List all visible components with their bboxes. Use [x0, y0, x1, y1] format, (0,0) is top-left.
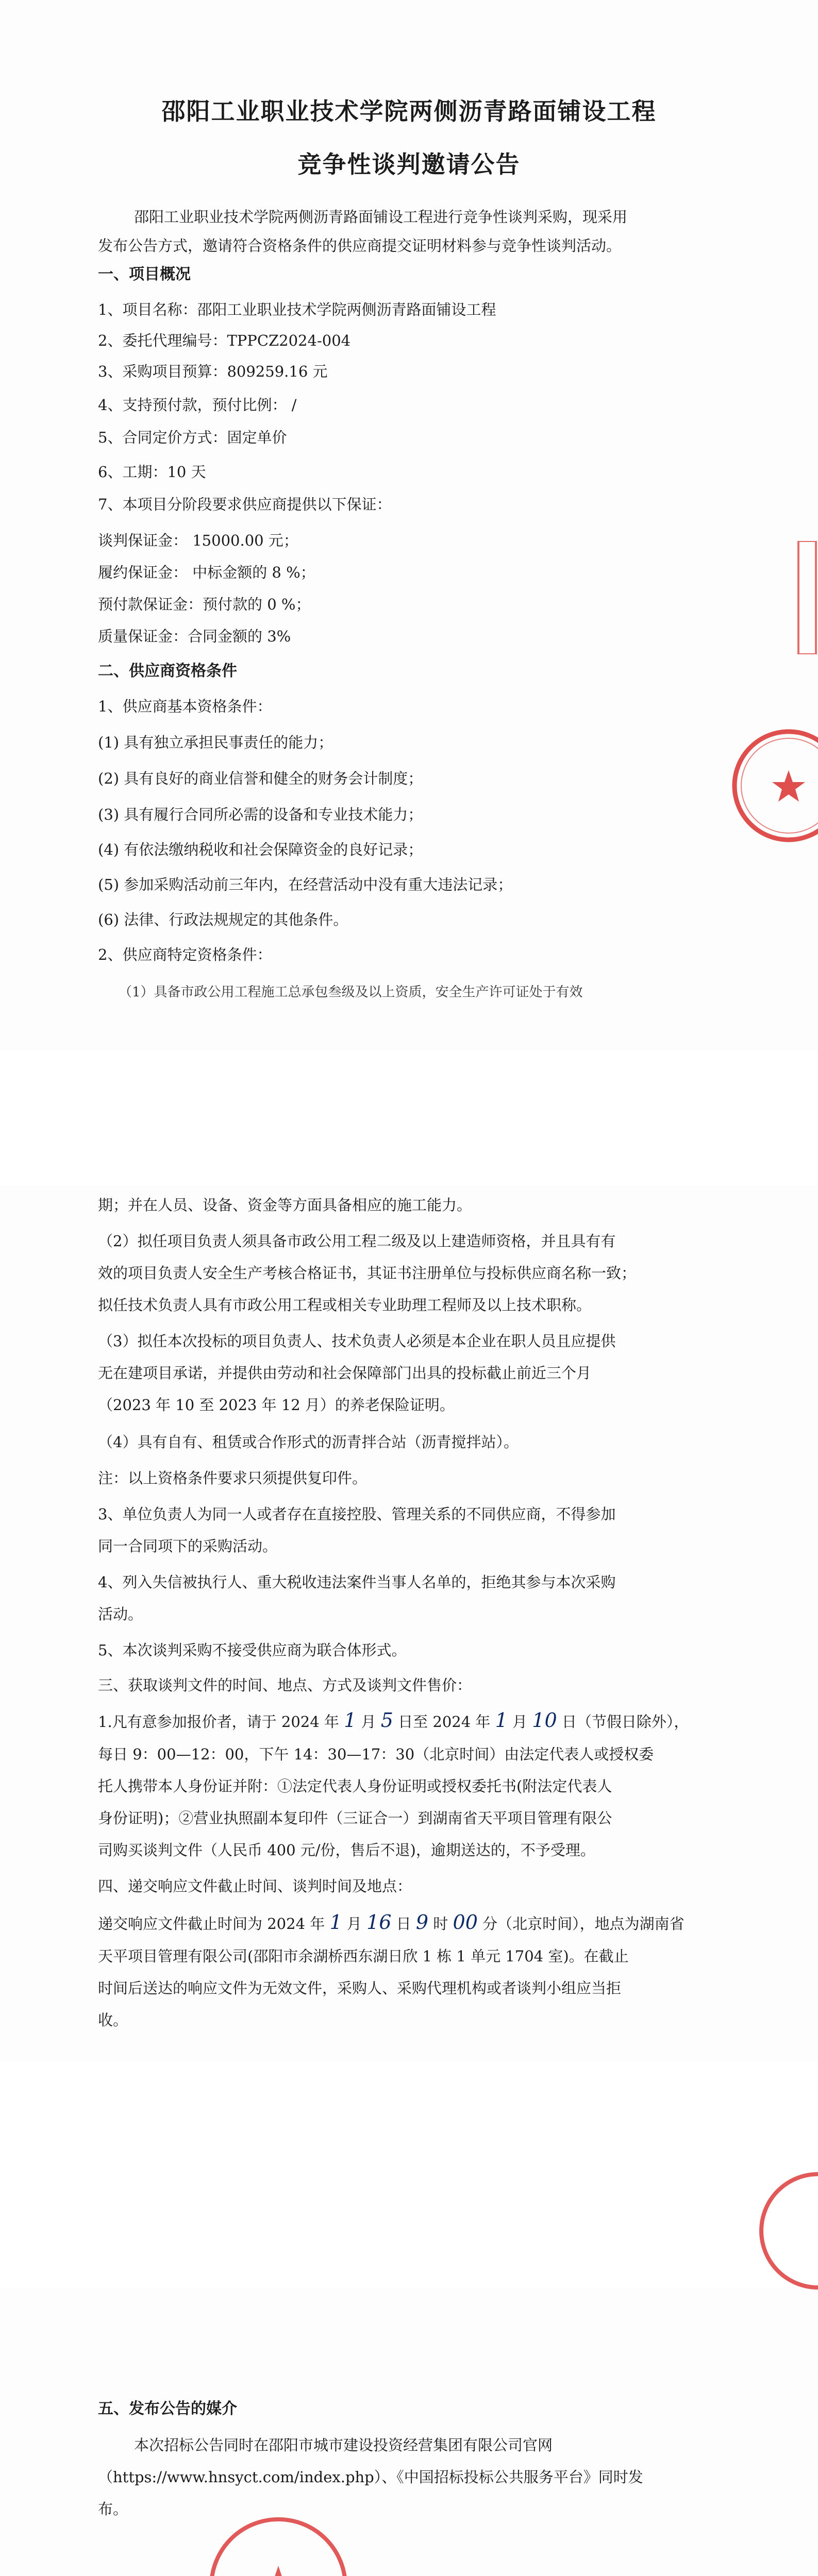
guarantee-performance: 履约保证金： 中标金额的 8 %； [98, 564, 315, 581]
handwritten-minute: 00 [453, 1911, 478, 1934]
intro-line-1: 邵阳工业职业技术学院两侧沥青路面铺设工程进行竞争性谈判采购，现采用 [134, 208, 628, 226]
basic-qualification-heading: 1、供应商基本资格条件： [98, 698, 272, 715]
media-line: （https://www.hnsyct.com/index.php）、《中国招标投标公共服务平台》同时发 [98, 2468, 643, 2486]
text-segment: 月 [342, 1915, 367, 1933]
point-5: 5、本次谈判采购不接受供应商为联合体形式。 [98, 1641, 407, 1659]
point-3-line: 3、单位负责人为同一人或者存在直接控股、管理关系的不同供应商，不得参加 [98, 1505, 616, 1523]
deadline-line: 天平项目管理有限公司(邵阳市余湖桥西东湖日欣 1 栋 1 单元 1704 室)。在截止 [98, 1947, 629, 1965]
purchase-time-line: 司购买谈判文件（人民币 400 元/份，售后不退)，逾期送达的，不予受理。 [98, 1841, 595, 1859]
text-segment: 分（北京时间），地点为湖南省 [477, 1915, 685, 1933]
section1-item: 3、采购项目预算：809259.16 元 [98, 363, 328, 380]
purchase-time-line: 身份证明)；②营业执照副本复印件（三证合一）到湖南省天平项目管理有限公 [98, 1809, 612, 1827]
handwritten-day: 5 [380, 1709, 393, 1732]
section5-heading: 五、发布公告的媒介 [98, 2400, 237, 2418]
basic-qualification-item: (5) 参加采购活动前三年内，在经营活动中没有重大违法记录； [98, 876, 513, 893]
basic-qualification-item: (4) 有依法缴纳税收和社会保障资金的良好记录； [98, 841, 423, 858]
official-seal-2 [201, 2509, 356, 2576]
specific-qualification-item-1: （1）具备市政公用工程施工总承包叁级及以上资质，安全生产许可证处于有效 [119, 985, 583, 1000]
text-segment: 日（节假日除外）， [557, 1713, 689, 1731]
qualification-item-3-line: 无在建项目承诺，并提供由劳动和社会保障部门出具的投标截止前近三个月 [98, 1364, 592, 1382]
page-stamp-edge-1 [796, 541, 818, 654]
document-title-line-2: 竞争性谈判邀请公告 [297, 150, 521, 178]
text-segment: 日 [391, 1915, 416, 1933]
qualification-item-2-line: 效的项目负责人安全生产考核合格证书，其证书注册单位与投标供应商名称一致； [98, 1264, 637, 1282]
section1-item: 2、委托代理编号：TPPCZ2024-004 [98, 332, 351, 349]
qualification-item-3-line: （2023 年 10 至 2023 年 12 月）的养老保险证明。 [98, 1396, 455, 1414]
point-4-line: 活动。 [98, 1605, 143, 1623]
point-4-line: 4、列入失信被执行人、重大税收违法案件当事人名单的，拒绝其参与本次采购 [98, 1573, 616, 1591]
guarantee-bid: 谈判保证金： 15000.00 元； [98, 532, 298, 549]
deadline-line-1 [98, 1911, 763, 1935]
guarantee-quality: 质量保证金：合同金额的 3% [98, 628, 291, 645]
handwritten-month: 1 [329, 1911, 342, 1934]
qualification-item-4: （4）具有自有、租赁或合作形式的沥青拌合站（沥青搅拌站）。 [98, 1433, 519, 1451]
deadline-line: 收。 [98, 2011, 128, 2029]
text-segment: 日至 2024 年 [393, 1713, 495, 1731]
guarantee-advance: 预付款保证金：预付款的 0 %； [98, 596, 311, 613]
handwritten-hour: 9 [415, 1911, 429, 1934]
handwritten-day: 10 [532, 1709, 557, 1732]
basic-qualification-item: (1) 具有独立承担民事责任的能力； [98, 734, 333, 751]
text-segment: 月 [507, 1713, 532, 1731]
page-break [0, 1051, 818, 1185]
section3-heading: 三、获取谈判文件的时间、地点、方式及谈判文件售价： [98, 1676, 472, 1694]
section1-item: 6、工期：10 天 [98, 463, 206, 481]
section1-item: 1、项目名称：邵阳工业职业技术学院两侧沥青路面铺设工程 [98, 301, 496, 318]
basic-qualification-item: (3) 具有履行合同所必需的设备和专业技术能力； [98, 806, 423, 823]
section2-heading: 二、供应商资格条件 [98, 662, 237, 680]
purchase-time-line-1 [98, 1709, 763, 1733]
page-stamp-edge-2 [742, 2164, 818, 2298]
specific-qualification-item-1-cont: 期；并在人员、设备、资金等方面具备相应的施工能力。 [98, 1196, 472, 1214]
text-segment: 时 [428, 1915, 453, 1933]
qualification-note: 注：以上资格条件要求只须提供复印件。 [98, 1469, 368, 1487]
handwritten-month: 1 [495, 1709, 508, 1732]
basic-qualification-item: (2) 具有良好的商业信誉和健全的财务会计制度； [98, 770, 423, 787]
media-line: 本次招标公告同时在邵阳市城市建设投资经营集团有限公司官网 [134, 2436, 553, 2454]
qualification-item-2-line: 拟任技术负责人具有市政公用工程或相关专业助理工程师及以上技术职称。 [98, 1296, 592, 1314]
page-break [0, 2061, 818, 2287]
qualification-item-3-line: （3）拟任本次投标的项目负责人、技术负责人必须是本企业在职人员且应提供 [98, 1332, 616, 1350]
basic-qualification-item: (6) 法律、行政法规规定的其他条件。 [98, 911, 348, 928]
deadline-line: 时间后送达的响应文件为无效文件，采购人、采购代理机构或者谈判小组应当拒 [98, 1979, 622, 1997]
section4-heading: 四、递交响应文件截止时间、谈判时间及地点： [98, 1877, 412, 1895]
section1-item: 5、合同定价方式：固定单价 [98, 429, 287, 446]
specific-qualification-heading: 2、供应商特定资格条件： [98, 946, 272, 963]
intro-line-2: 发布公告方式，邀请符合资格条件的供应商提交证明材料参与竞争性谈判活动。 [98, 237, 622, 255]
section1-item: 4、支持预付款，预付比例： / [98, 396, 297, 414]
point-3-line: 同一合同项下的采购活动。 [98, 1537, 278, 1555]
handwritten-day: 16 [366, 1911, 392, 1934]
qualification-item-2-line: （2）拟任项目负责人须具备市政公用工程二级及以上建造师资格，并且具有有 [98, 1232, 616, 1250]
purchase-time-line: 每日 9：00—12：00，下午 14：30—17：30（北京时间）由法定代表人或授权委 [98, 1745, 654, 1763]
document-title-line-1: 邵阳工业职业技术学院两侧沥青路面铺设工程 [161, 97, 657, 125]
section1-heading: 一、项目概况 [98, 265, 191, 283]
text-segment: 递交响应文件截止时间为 2024 年 [98, 1915, 330, 1933]
official-seal-1 [706, 721, 818, 850]
text-segment: 1.凡有意参加报价者，请于 2024 年 [98, 1713, 344, 1731]
media-line: 布。 [98, 2500, 128, 2518]
handwritten-month: 1 [344, 1709, 357, 1732]
section1-item: 7、本项目分阶段要求供应商提供以下保证： [98, 496, 392, 513]
text-segment: 月 [356, 1713, 381, 1731]
purchase-time-line: 托人携带本人身份证并附：①法定代表人身份证明或授权委托书(附法定代表人 [98, 1777, 612, 1795]
